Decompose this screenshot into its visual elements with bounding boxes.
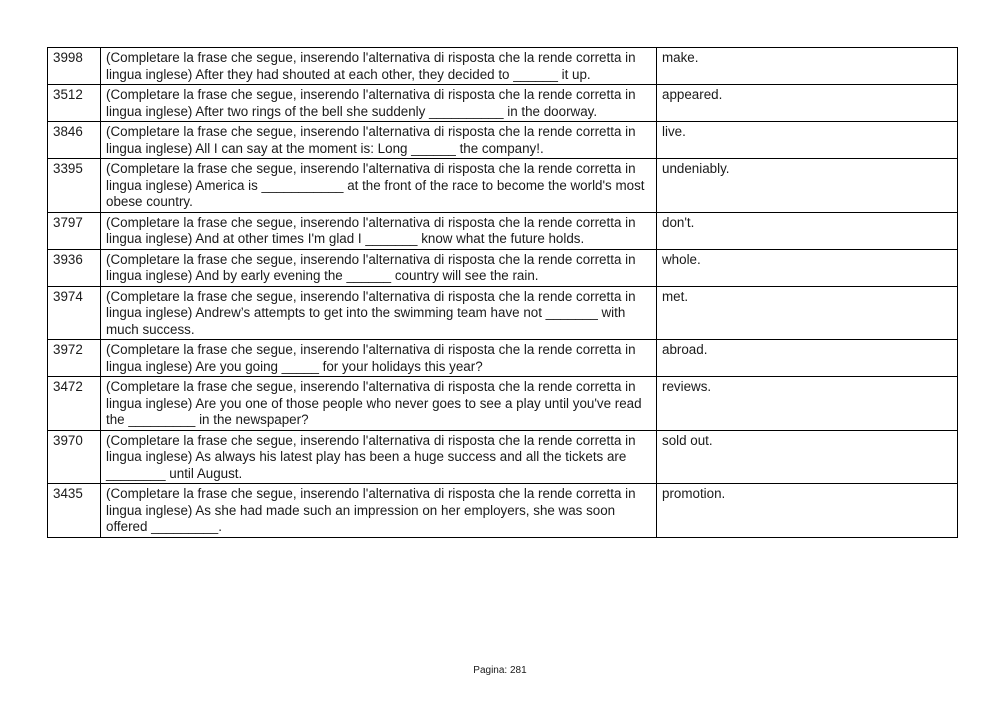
answer-cell: don't. <box>657 212 958 249</box>
question-id-cell: 3395 <box>48 159 101 213</box>
question-text-cell: (Completare la frase che segue, inserendo l'alternativa di risposta che la rende corretta in lingua inglese) America is ___________ at the front of the race to become the world's most obese country. <box>101 159 657 213</box>
answer-cell: make. <box>657 48 958 85</box>
question-id-cell: 3936 <box>48 249 101 286</box>
answer-cell: appeared. <box>657 85 958 122</box>
question-id-cell: 3512 <box>48 85 101 122</box>
page-number: Pagina: 281 <box>473 665 527 676</box>
question-id-cell: 3797 <box>48 212 101 249</box>
table-row <box>48 249 958 286</box>
answer-cell: undeniably. <box>657 159 958 213</box>
question-text-cell: (Completare la frase che segue, inserendo l'alternativa di risposta che la rende corretta in lingua inglese) As always his latest play has been a huge success and all the tickets are ________ until August. <box>101 430 657 484</box>
answer-cell: met. <box>657 286 958 340</box>
question-text-cell: (Completare la frase che segue, inserendo l'alternativa di risposta che la rende corretta in lingua inglese) After two rings of the bell she suddenly __________ in the doorway. <box>101 85 657 122</box>
table-row <box>48 430 958 484</box>
question-id-cell: 3846 <box>48 122 101 159</box>
question-text-cell: (Completare la frase che segue, inserendo l'alternativa di risposta che la rende corretta in lingua inglese) And by early evening the ______ country will see the rain. <box>101 249 657 286</box>
question-id-cell: 3998 <box>48 48 101 85</box>
question-text-cell: (Completare la frase che segue, inserendo l'alternativa di risposta che la rende corretta in lingua inglese) Are you going _____ for your holidays this year? <box>101 340 657 377</box>
question-text-cell: (Completare la frase che segue, inserendo l'alternativa di risposta che la rende corretta in lingua inglese) Andrew’s attempts to get into the swimming team have not _______ with much success. <box>101 286 657 340</box>
table-row <box>48 340 958 377</box>
question-text-cell: (Completare la frase che segue, inserendo l'alternativa di risposta che la rende corretta in lingua inglese) As she had made such an impression on her employers, she was soon offered _________. <box>101 484 657 538</box>
question-table-body <box>48 48 958 538</box>
table-row <box>48 377 958 431</box>
question-id-cell: 3472 <box>48 377 101 431</box>
question-id-cell: 3435 <box>48 484 101 538</box>
table-row <box>48 122 958 159</box>
answer-cell: whole. <box>657 249 958 286</box>
table-row <box>48 159 958 213</box>
question-text-cell: (Completare la frase che segue, inserendo l'alternativa di risposta che la rende corretta in lingua inglese) Are you one of those people who never goes to see a play until you've read the _________ in the newspaper? <box>101 377 657 431</box>
answer-cell: sold out. <box>657 430 958 484</box>
answer-cell: promotion. <box>657 484 958 538</box>
table-row <box>48 48 958 85</box>
table-row <box>48 286 958 340</box>
question-table <box>47 47 958 538</box>
question-id-cell: 3970 <box>48 430 101 484</box>
table-row <box>48 484 958 538</box>
question-text-cell: (Completare la frase che segue, inserendo l'alternativa di risposta che la rende corretta in lingua inglese) And at other times I'm glad I _______ know what the future holds. <box>101 212 657 249</box>
answer-cell: reviews. <box>657 377 958 431</box>
question-text-cell: (Completare la frase che segue, inserendo l'alternativa di risposta che la rende corretta in lingua inglese) After they had shouted at each other, they decided to ______ it up. <box>101 48 657 85</box>
question-id-cell: 3972 <box>48 340 101 377</box>
question-text-cell: (Completare la frase che segue, inserendo l'alternativa di risposta che la rende corretta in lingua inglese) All I can say at the moment is: Long ______ the company!. <box>101 122 657 159</box>
question-id-cell: 3974 <box>48 286 101 340</box>
table-row <box>48 212 958 249</box>
table-row <box>48 85 958 122</box>
answer-cell: abroad. <box>657 340 958 377</box>
answer-cell: live. <box>657 122 958 159</box>
